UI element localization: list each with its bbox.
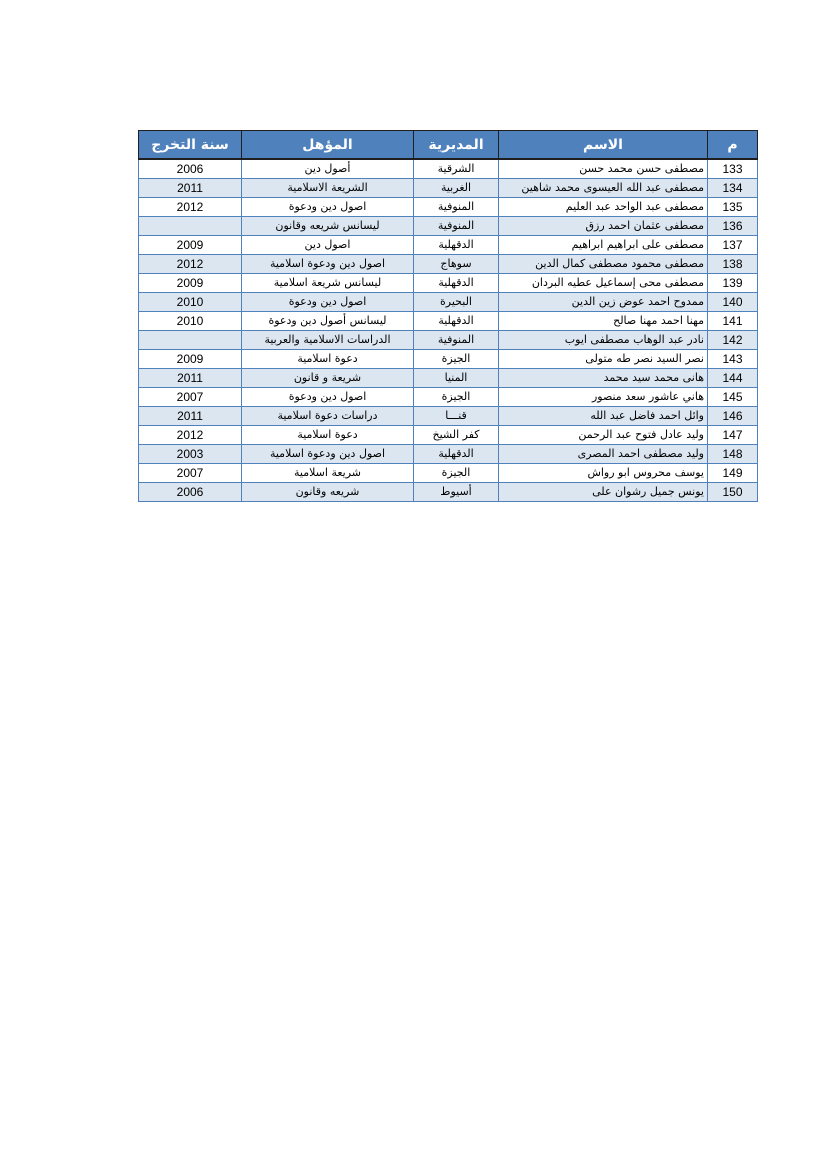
cell-graduation-year: 2009 bbox=[139, 236, 242, 255]
cell-number: 136 bbox=[708, 217, 758, 236]
cell-qualification: اصول دين ودعوة bbox=[242, 198, 414, 217]
cell-graduation-year: 2006 bbox=[139, 159, 242, 179]
table-row bbox=[139, 217, 758, 236]
cell-number: 147 bbox=[708, 426, 758, 445]
cell-name: يوسف محروس ابو رواش bbox=[499, 464, 708, 483]
cell-name: وليد عادل فتوح عبد الرحمن bbox=[499, 426, 708, 445]
cell-governorate: الشرقية bbox=[414, 159, 499, 179]
cell-qualification: ليسانس شريعه وقانون bbox=[242, 217, 414, 236]
cell-name: وائل احمد فاضل عبد الله bbox=[499, 407, 708, 426]
header-row bbox=[139, 131, 758, 160]
header-qualification: المؤهل bbox=[242, 131, 414, 160]
table-row bbox=[139, 159, 758, 179]
cell-governorate: المنوفية bbox=[414, 331, 499, 350]
cell-graduation-year: 2009 bbox=[139, 350, 242, 369]
cell-number: 143 bbox=[708, 350, 758, 369]
cell-name: مصطفى حسن محمد حسن bbox=[499, 159, 708, 179]
cell-name: هاني عاشور سعد منصور bbox=[499, 388, 708, 407]
cell-governorate: الجيزة bbox=[414, 388, 499, 407]
table-row bbox=[139, 274, 758, 293]
cell-number: 149 bbox=[708, 464, 758, 483]
cell-name: يونس جميل رشوان على bbox=[499, 483, 708, 502]
cell-qualification: دراسات دعوة اسلامية bbox=[242, 407, 414, 426]
cell-number: 145 bbox=[708, 388, 758, 407]
cell-graduation-year bbox=[139, 331, 242, 350]
table-row bbox=[139, 426, 758, 445]
table-row bbox=[139, 445, 758, 464]
cell-number: 144 bbox=[708, 369, 758, 388]
cell-graduation-year: 2003 bbox=[139, 445, 242, 464]
table-header bbox=[139, 131, 758, 160]
table-row bbox=[139, 369, 758, 388]
cell-name: ممدوح احمد عوض زين الدين bbox=[499, 293, 708, 312]
cell-graduation-year: 2009 bbox=[139, 274, 242, 293]
cell-governorate: كفر الشيخ bbox=[414, 426, 499, 445]
cell-governorate: الدقهلية bbox=[414, 312, 499, 331]
cell-qualification: شريعه وقانون bbox=[242, 483, 414, 502]
cell-qualification: الشريعة الاسلامية bbox=[242, 179, 414, 198]
cell-name: نادر عبد الوهاب مصطفى ايوب bbox=[499, 331, 708, 350]
cell-name: وليد مصطفى احمد المصرى bbox=[499, 445, 708, 464]
cell-number: 141 bbox=[708, 312, 758, 331]
table-row bbox=[139, 483, 758, 502]
cell-graduation-year: 2006 bbox=[139, 483, 242, 502]
header-number: م bbox=[708, 131, 758, 160]
cell-qualification: ليسانس أصول دين ودعوة bbox=[242, 312, 414, 331]
table-row bbox=[139, 407, 758, 426]
table-row bbox=[139, 388, 758, 407]
cell-graduation-year: 2010 bbox=[139, 312, 242, 331]
cell-graduation-year: 2010 bbox=[139, 293, 242, 312]
table-row bbox=[139, 331, 758, 350]
cell-qualification: دعوة اسلامية bbox=[242, 426, 414, 445]
cell-qualification: الدراسات الاسلامية والعربية bbox=[242, 331, 414, 350]
cell-governorate: المنوفية bbox=[414, 217, 499, 236]
cell-number: 146 bbox=[708, 407, 758, 426]
cell-name: مصطفى عثمان احمد رزق bbox=[499, 217, 708, 236]
table-row bbox=[139, 198, 758, 217]
cell-qualification: اصول دين bbox=[242, 236, 414, 255]
graduates-table bbox=[138, 130, 758, 502]
cell-qualification: دعوة اسلامية bbox=[242, 350, 414, 369]
header-governorate: المديرية bbox=[414, 131, 499, 160]
cell-graduation-year bbox=[139, 217, 242, 236]
cell-graduation-year: 2012 bbox=[139, 198, 242, 217]
cell-graduation-year: 2007 bbox=[139, 388, 242, 407]
header-graduation-year: سنة التخرج bbox=[139, 131, 242, 160]
cell-governorate: الدقهلية bbox=[414, 274, 499, 293]
cell-number: 135 bbox=[708, 198, 758, 217]
cell-number: 134 bbox=[708, 179, 758, 198]
table-row bbox=[139, 179, 758, 198]
cell-number: 148 bbox=[708, 445, 758, 464]
cell-governorate: الجيزة bbox=[414, 464, 499, 483]
table-row bbox=[139, 350, 758, 369]
cell-governorate: المنيا bbox=[414, 369, 499, 388]
table-row bbox=[139, 236, 758, 255]
cell-governorate: الجيزة bbox=[414, 350, 499, 369]
cell-governorate: قنـــا bbox=[414, 407, 499, 426]
cell-number: 133 bbox=[708, 159, 758, 179]
cell-governorate: الدقهلية bbox=[414, 445, 499, 464]
cell-governorate: الدقهلية bbox=[414, 236, 499, 255]
cell-graduation-year: 2007 bbox=[139, 464, 242, 483]
cell-qualification: أصول دين bbox=[242, 159, 414, 179]
cell-governorate: سوهاج bbox=[414, 255, 499, 274]
cell-number: 150 bbox=[708, 483, 758, 502]
cell-name: مصطفى محمود مصطفى كمال الدين bbox=[499, 255, 708, 274]
cell-qualification: اصول دين ودعوة اسلامية bbox=[242, 255, 414, 274]
cell-qualification: شريعة اسلامية bbox=[242, 464, 414, 483]
cell-name: نصر السيد نصر طه متولى bbox=[499, 350, 708, 369]
cell-number: 137 bbox=[708, 236, 758, 255]
cell-number: 140 bbox=[708, 293, 758, 312]
table-row bbox=[139, 255, 758, 274]
cell-number: 142 bbox=[708, 331, 758, 350]
cell-qualification: ليسانس شريعة اسلامية bbox=[242, 274, 414, 293]
cell-number: 139 bbox=[708, 274, 758, 293]
table-body bbox=[139, 159, 758, 502]
cell-graduation-year: 2012 bbox=[139, 255, 242, 274]
cell-qualification: اصول دين ودعوة bbox=[242, 293, 414, 312]
cell-name: هانى محمد سيد محمد bbox=[499, 369, 708, 388]
cell-graduation-year: 2011 bbox=[139, 369, 242, 388]
cell-name: مصطفى محى إسماعيل عطيه البردان bbox=[499, 274, 708, 293]
cell-graduation-year: 2011 bbox=[139, 179, 242, 198]
cell-qualification: اصول دين ودعوة bbox=[242, 388, 414, 407]
cell-governorate: المنوفية bbox=[414, 198, 499, 217]
cell-name: مصطفى عبد الواحد عبد العليم bbox=[499, 198, 708, 217]
cell-name: مصطفى عبد الله العيسوى محمد شاهين bbox=[499, 179, 708, 198]
cell-number: 138 bbox=[708, 255, 758, 274]
cell-graduation-year: 2012 bbox=[139, 426, 242, 445]
cell-qualification: اصول دين ودعوة اسلامية bbox=[242, 445, 414, 464]
table-row bbox=[139, 293, 758, 312]
cell-graduation-year: 2011 bbox=[139, 407, 242, 426]
cell-qualification: شريعة و قانون bbox=[242, 369, 414, 388]
cell-name: مهنا احمد مهنا صالح bbox=[499, 312, 708, 331]
cell-governorate: البحيرة bbox=[414, 293, 499, 312]
table-row bbox=[139, 464, 758, 483]
cell-governorate: الغربية bbox=[414, 179, 499, 198]
table-row bbox=[139, 312, 758, 331]
cell-governorate: أسيوط bbox=[414, 483, 499, 502]
cell-name: مصطفى على ابراهيم ابراهيم bbox=[499, 236, 708, 255]
header-name: الاسم bbox=[499, 131, 708, 160]
